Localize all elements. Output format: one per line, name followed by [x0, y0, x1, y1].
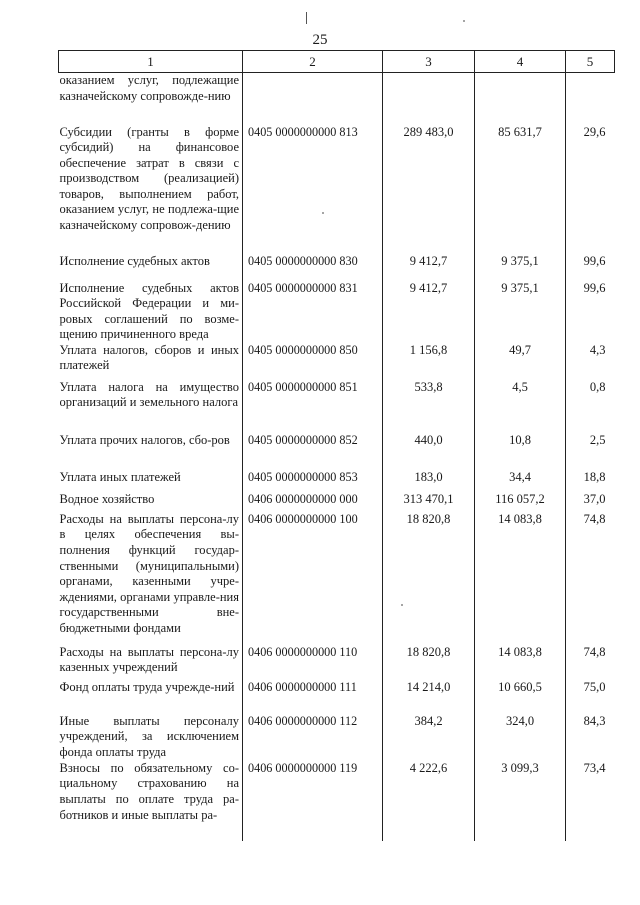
row-code: 0406 0000000000 000	[243, 492, 383, 512]
table-row	[59, 680, 615, 714]
row-actual: 324,0	[475, 714, 566, 761]
row-plan: 18 820,8	[383, 512, 475, 645]
table-row	[59, 512, 615, 645]
row-code: 0406 0000000000 119	[243, 761, 383, 841]
row-code: 0405 0000000000 850	[243, 343, 383, 380]
row-actual: 14 083,8	[475, 645, 566, 680]
row-name: Фонд оплаты труда учрежде-ний	[59, 680, 243, 714]
row-percent: 84,3	[583, 713, 606, 728]
table-row	[59, 433, 615, 470]
table-row	[59, 254, 615, 281]
row-plan: 9 412,7	[383, 281, 475, 343]
row-name: Водное хозяйство	[59, 492, 243, 512]
row-code: 0406 0000000000 110	[243, 645, 383, 680]
row-percent: 2,5	[589, 432, 606, 447]
row-percent: 37,0	[583, 491, 606, 506]
row-name: Субсидии (гранты в форме субсидий) на финансовое обеспечение затрат в связи с производством (реализацией) товаров, выполнением работ, оказанием услуг, не подлежа-щие казначейскому сопровож-дению	[59, 125, 243, 254]
table-header	[59, 51, 615, 73]
row-name: Расходы на выплаты персона-лу казенных учреждений	[59, 645, 243, 680]
row-actual: 9 375,1	[475, 254, 566, 281]
row-percent: 18,8	[583, 469, 606, 484]
column-header-5: 5	[566, 51, 615, 73]
row-actual: 10,8	[475, 433, 566, 470]
table-row	[59, 492, 615, 512]
row-code	[243, 73, 383, 125]
row-code: 0405 0000000000 852	[243, 433, 383, 470]
table-row	[59, 281, 615, 343]
table-row	[59, 761, 615, 841]
row-name: Исполнение судебных актов Российской Федерации и ми-ровых соглашений по возме-щению причиненного вреда	[59, 281, 243, 343]
row-code: 0405 0000000000 831	[243, 281, 383, 343]
row-code: 0406 0000000000 112	[243, 714, 383, 761]
row-plan: 533,8	[383, 380, 475, 433]
row-code: 0405 0000000000 813	[243, 125, 383, 254]
row-name: Уплата налога на имущество организаций и земельного налога	[59, 380, 243, 433]
page-number: 25	[312, 32, 328, 48]
row-plan: 4 222,6	[383, 761, 475, 841]
scan-mark	[306, 12, 307, 24]
table-row	[59, 343, 615, 380]
row-code: 0406 0000000000 111	[243, 680, 383, 714]
row-plan: 9 412,7	[383, 254, 475, 281]
row-plan: 440,0	[383, 433, 475, 470]
row-name: Взносы по обязательному со-циальному страхованию на выплаты по оплате труда ра-ботников и иные выплаты ра-	[59, 761, 243, 841]
row-name: Иные выплаты персоналу учреждений, за исключением фонда оплаты труда	[59, 714, 243, 761]
row-actual: 14 083,8	[475, 512, 566, 645]
row-name: Исполнение судебных актов	[59, 254, 243, 281]
row-actual: 3 099,3	[475, 761, 566, 841]
row-plan: 289 483,0	[383, 125, 475, 254]
row-name: Уплата иных платежей	[59, 470, 243, 492]
row-code: 0405 0000000000 851	[243, 380, 383, 433]
row-name: Уплата налогов, сборов и иных платежей	[59, 343, 243, 380]
row-actual	[475, 73, 566, 125]
row-code: 0405 0000000000 830	[243, 254, 383, 281]
row-percent: 73,4	[583, 760, 606, 775]
row-actual: 34,4	[475, 470, 566, 492]
row-plan: 384,2	[383, 714, 475, 761]
row-plan: 14 214,0	[383, 680, 475, 714]
row-code: 0406 0000000000 100	[243, 512, 383, 645]
column-header-2: 2	[243, 51, 383, 73]
row-percent: 99,6	[583, 253, 606, 268]
table-row	[59, 125, 615, 254]
header-row	[59, 51, 615, 73]
scan-speck	[463, 20, 465, 22]
row-percent: 29,6	[583, 124, 606, 139]
row-actual: 4,5	[475, 380, 566, 433]
row-name: Уплата прочих налогов, сбо-ров	[59, 433, 243, 470]
budget-table	[58, 50, 615, 841]
table-row	[59, 470, 615, 492]
row-percent: 74,8	[583, 511, 606, 526]
row-percent	[566, 73, 615, 125]
column-header-3: 3	[383, 51, 475, 73]
column-header-4: 4	[475, 51, 566, 73]
row-percent: 74,8	[583, 644, 606, 659]
row-code: 0405 0000000000 853	[243, 470, 383, 492]
table-row	[59, 645, 615, 680]
row-percent: 4,3	[589, 342, 606, 357]
row-percent: 0,8	[589, 379, 606, 394]
row-actual: 116 057,2	[475, 492, 566, 512]
table-row	[59, 714, 615, 761]
row-percent: 99,6	[583, 280, 606, 295]
column-header-1: 1	[59, 51, 243, 73]
table-body	[59, 73, 615, 841]
row-plan	[383, 73, 475, 125]
row-actual: 85 631,7	[475, 125, 566, 254]
row-plan: 313 470,1	[383, 492, 475, 512]
row-name: Расходы на выплаты персона-лу в целях обеспечения вы-полнения функций государ-ственными (муниципальными) органами, казенными учре-ждениями, органами управле-ния государственными вне-бюджетными фондами	[59, 512, 243, 645]
table-row	[59, 73, 615, 125]
row-actual: 9 375,1	[475, 281, 566, 343]
row-plan: 18 820,8	[383, 645, 475, 680]
row-plan: 1 156,8	[383, 343, 475, 380]
row-name: оказанием услуг, подлежащие казначейскому сопровожде-нию	[59, 73, 243, 125]
row-actual: 10 660,5	[475, 680, 566, 714]
table-row	[59, 380, 615, 433]
row-plan: 183,0	[383, 470, 475, 492]
row-actual: 49,7	[475, 343, 566, 380]
row-percent: 75,0	[583, 679, 606, 694]
